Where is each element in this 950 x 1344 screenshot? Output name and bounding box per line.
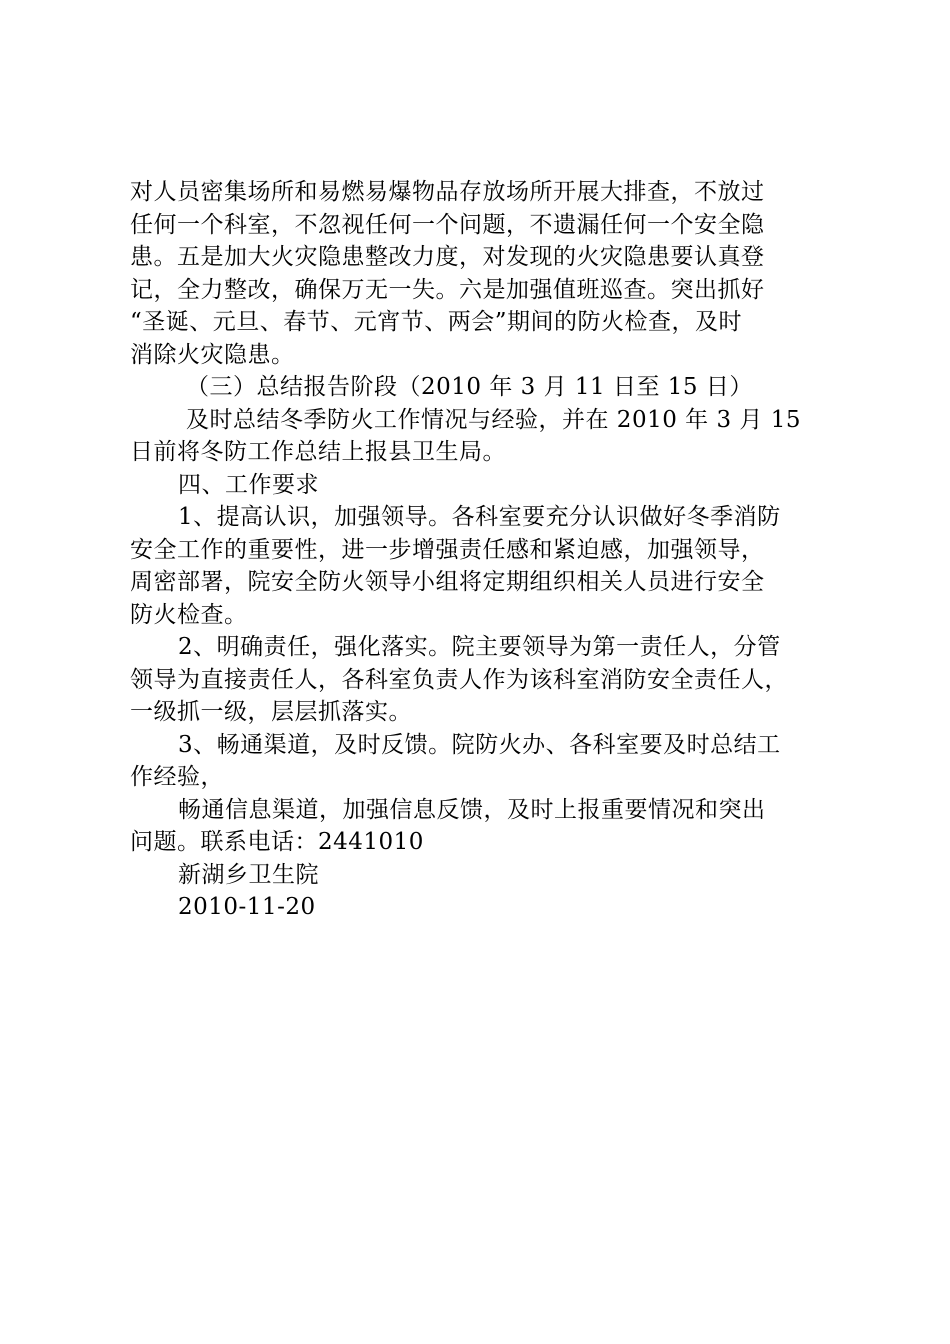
document-line: 2010-11-20: [178, 894, 316, 920]
document-body: [130, 176, 830, 924]
document-line: 畅通信息渠道，加强信息反馈，及时上报重要情况和突出: [178, 796, 766, 823]
document-line: 作经验，: [130, 764, 224, 790]
document-line: 领导为直接责任人，各科室负责人作为该科室消防安全责任人，: [130, 666, 788, 693]
document-line: 3、畅通渠道，及时反馈。院防火办、各科室要及时总结工: [178, 731, 781, 758]
document-line: 防火检查。: [130, 601, 248, 628]
document-line: 一级抓一级，层层抓落实。: [130, 699, 412, 725]
document-line: 安全工作的重要性，进一步增强责任感和紧迫感，加强领导，: [130, 536, 765, 563]
document-line: 记，全力整改，确保万无一失。六是加强值班巡查。突出抓好: [130, 276, 765, 303]
document-line: 及时总结冬季防火工作情况与经验，并在 2010 年 3 月 15: [186, 406, 801, 433]
document-line: 任何一个科室，不忽视任何一个问题，不遗漏任何一个安全隐: [130, 211, 765, 238]
document-line: 问题。联系电话：2441010: [130, 829, 424, 855]
document-line: （三）总结报告阶段（2010 年 3 月 11 日至 15 日）: [186, 374, 753, 400]
document-line: 四、工作要求: [178, 471, 319, 498]
document-line: 2、明确责任，强化落实。院主要领导为第一责任人，分管: [178, 634, 781, 660]
document-line: 周密部署，院安全防火领导小组将定期组织相关人员进行安全: [130, 569, 765, 595]
document-line: 1、提高认识，加强领导。各科室要充分认识做好冬季消防: [178, 504, 781, 530]
document-line: 对人员密集场所和易燃易爆物品存放场所开展大排查，不放过: [130, 179, 765, 205]
document-line: 消除火灾隐患。: [130, 341, 295, 368]
document-line: 患。五是加大火灾隐患整改力度，对发现的火灾隐患要认真登: [130, 244, 765, 270]
document-line: 新湖乡卫生院: [178, 861, 319, 888]
document-line: 日前将冬防工作总结上报县卫生局。: [130, 439, 506, 465]
document-line: “圣诞、元旦、春节、元宵节、两会”期间的防火检查，及时: [130, 309, 743, 335]
